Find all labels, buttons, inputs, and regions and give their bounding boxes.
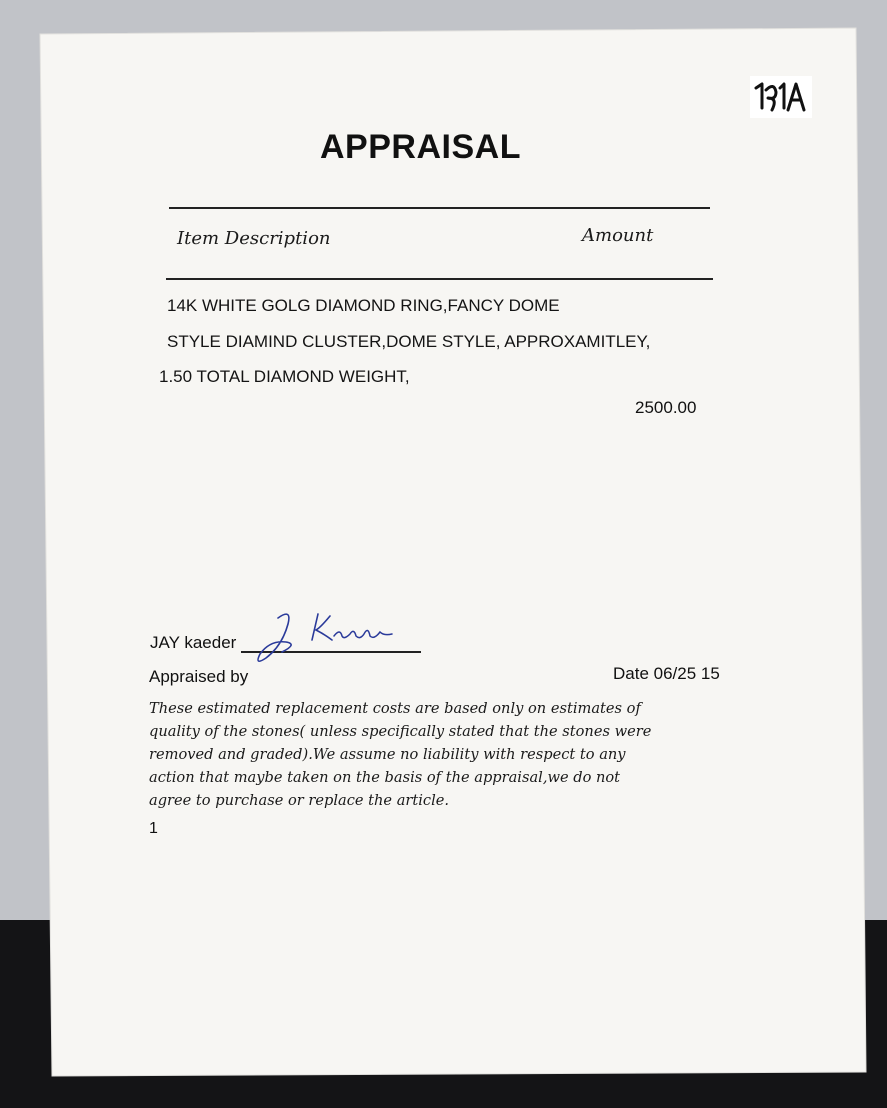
disclaimer-line: quality of the stones( unless specifically stated that the stones were: [149, 723, 652, 740]
disclaimer-paragraph: [149, 697, 739, 812]
description-line: 1.50 TOTAL DIAMOND WEIGHT,: [159, 367, 410, 386]
header-top-rule: [169, 207, 710, 209]
disclaimer-line: agree to purchase or replace the article.: [149, 792, 450, 809]
description-line: 14K WHITE GOLG DIAMOND RING,FANCY DOME: [167, 296, 560, 315]
document-title: APPRAISAL: [320, 128, 521, 166]
item-description-header: Item Description: [177, 228, 331, 249]
amount-value: 2500.00: [635, 398, 697, 417]
appraised-by-label: Appraised by: [149, 667, 249, 686]
description-line: STYLE DIAMIND CLUSTER,DOME STYLE, APPROXAMITLEY,: [167, 332, 651, 351]
lot-number-tag: [750, 76, 812, 118]
disclaimer-line: These estimated replacement costs are based only on estimates of: [149, 700, 641, 717]
disclaimer-line: removed and graded).We assume no liability with respect to any: [149, 746, 626, 763]
appraisal-date: Date 06/25 15: [613, 664, 720, 683]
amount-header: Amount: [582, 225, 654, 246]
page-number: 1: [149, 820, 158, 837]
appraiser-name: JAY kaeder: [150, 633, 237, 652]
disclaimer-line: action that maybe taken on the basis of the appraisal,we do not: [149, 769, 621, 786]
handwritten-signature: [242, 606, 402, 672]
header-bottom-rule: [166, 278, 713, 280]
